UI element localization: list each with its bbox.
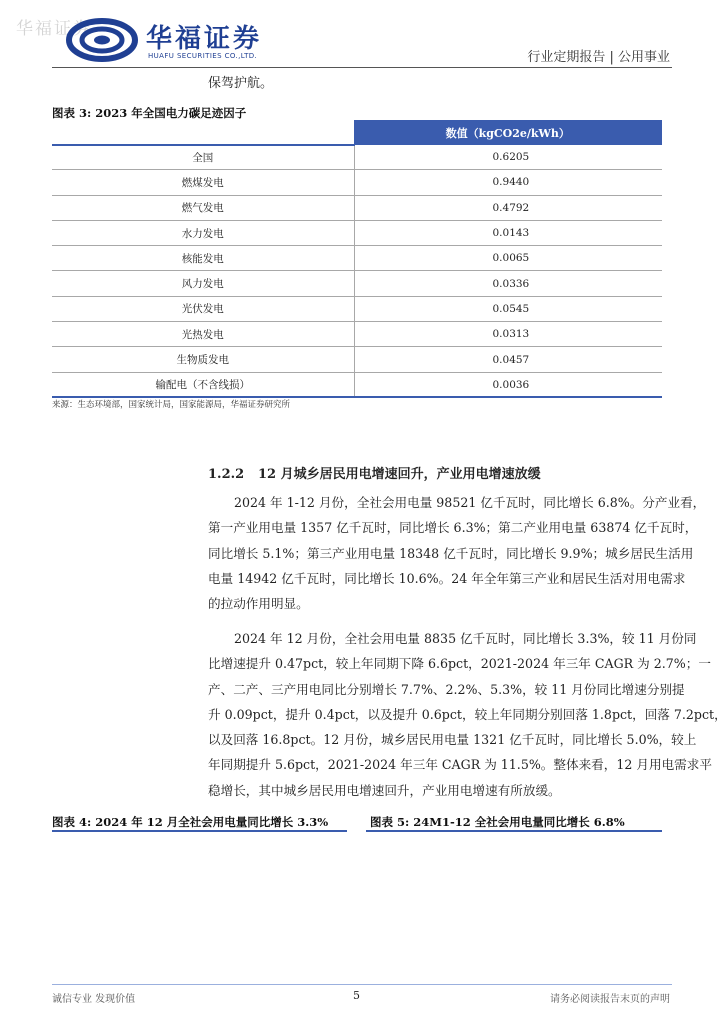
paragraph-line: 升 0.09pct，提升 0.4pct，以及提升 0.6pct，较上年同期分别回落 1.8pct，回落 7.2pct， (208, 706, 727, 722)
figure4-title: 图表 4: 2024 年 12 月全社会用电量同比增长 3.3% (52, 815, 329, 829)
paragraph-line: 以及回落 16.8pct。12 月份，城乡居民用电量 1321 亿千瓦时，同比增长 5.0%，较上 (208, 732, 697, 748)
company-logo (66, 16, 266, 64)
table-row (52, 296, 662, 321)
table-row (52, 372, 662, 397)
row-value: 0.4792 (354, 195, 662, 220)
row-value: 0.0065 (354, 246, 662, 271)
company-name-en: HUAFU SECURITIES CO.,LTD. (148, 52, 258, 60)
carry-over-text: 保驾护航。 (208, 76, 274, 91)
page-number: 5 (353, 989, 360, 1002)
huafu-logo-icon (66, 18, 138, 62)
row-value: 0.0313 (354, 322, 662, 347)
table-header-value: 数值（kgCO2e/kWh） (354, 121, 662, 145)
paragraph-annual-consumption (208, 490, 706, 616)
report-type: 行业定期报告 | 公用事业 (527, 50, 670, 65)
table-row (52, 195, 662, 220)
paragraph-line: 比增速提升 0.47pct，较上年同期下降 6.6pct，2021-2024 年三年 CAGR 为 2.7%；一 (208, 656, 711, 672)
header-divider (52, 67, 672, 68)
footer-disclaimer: 请务必阅读报告末页的声明 (550, 994, 670, 1005)
row-value: 0.6205 (354, 145, 662, 170)
figure5-divider (366, 830, 662, 832)
paragraph-line: 同比增长 5.1%；第三产业用电量 18348 亿千瓦时，同比增长 9.9%；城乡居民生活用 (208, 545, 694, 561)
table-row (52, 271, 662, 296)
table-header-row (52, 121, 662, 145)
paragraph-line: 2024 年 12 月份，全社会用电量 8835 亿千瓦时，同比增长 3.3%，较 11 月份同 (234, 631, 697, 646)
section-heading (208, 463, 541, 482)
row-value: 0.0036 (354, 372, 662, 397)
table-row (52, 322, 662, 347)
carbon-factor-table (52, 120, 662, 398)
table-row (52, 145, 662, 170)
table-row (52, 220, 662, 245)
row-name: 核能发电 (52, 246, 354, 271)
footer-divider (52, 984, 672, 985)
figure4-divider (52, 830, 347, 832)
section-title-text: 12 月城乡居民用电增速回升，产业用电增速放缓 (258, 467, 541, 482)
row-name: 水力发电 (52, 220, 354, 245)
footer-slogan: 诚信专业 发现价值 (52, 994, 136, 1005)
paragraph-line: 稳增长，其中城乡居民用电增速回升，产业用电增速有所放缓。 (208, 782, 561, 798)
watermark-text: 华福证券 (16, 19, 92, 39)
table-row (52, 170, 662, 195)
row-name: 输配电（不含线损） (52, 372, 354, 397)
row-name: 全国 (52, 145, 354, 170)
row-value: 0.0545 (354, 296, 662, 321)
paragraph-line: 第一产业用电量 1357 亿千瓦时，同比增长 6.3%；第二产业用电量 63874 亿千瓦时， (208, 520, 698, 536)
company-name-cn: 华福证券 (146, 24, 263, 54)
paragraph-line: 年同期提升 5.6pct，2021-2024 年三年 CAGR 为 11.5%。整体来看，12 月用电需求平 (208, 757, 712, 773)
row-value: 0.0457 (354, 347, 662, 372)
table-header-blank (52, 121, 354, 145)
row-name: 燃煤发电 (52, 170, 354, 195)
table-source-note: 来源：生态环境部，国家统计局，国家能源局，华福证券研究所 (52, 400, 291, 410)
paragraph-line: 产、二产、三产用电同比分别增长 7.7%、2.2%、5.3%，较 11 月份同比增速分别提 (208, 681, 685, 697)
table-row (52, 246, 662, 271)
paragraph-december-consumption (208, 626, 727, 803)
row-name: 光伏发电 (52, 296, 354, 321)
figure5-title: 图表 5: 24M1-12 全社会用电量同比增长 6.8% (370, 815, 625, 829)
figure3-title: 图表 3: 2023 年全国电力碳足迹因子 (52, 106, 247, 120)
row-value: 0.0143 (354, 220, 662, 245)
row-name: 风力发电 (52, 271, 354, 296)
paragraph-line: 电量 14942 亿千瓦时，同比增长 10.6%。24 年全年第三产业和居民生活对用电需求 (208, 570, 686, 586)
table-row (52, 347, 662, 372)
row-name: 燃气发电 (52, 195, 354, 220)
row-name: 生物质发电 (52, 347, 354, 372)
row-value: 0.0336 (354, 271, 662, 296)
row-value: 0.9440 (354, 170, 662, 195)
row-name: 光热发电 (52, 322, 354, 347)
paragraph-line: 的拉动作用明显。 (208, 596, 309, 612)
section-number: 1.2.2 (208, 467, 245, 482)
paragraph-line: 2024 年 1-12 月份，全社会用电量 98521 亿千瓦时，同比增长 6.8%。分产业看， (234, 495, 706, 510)
